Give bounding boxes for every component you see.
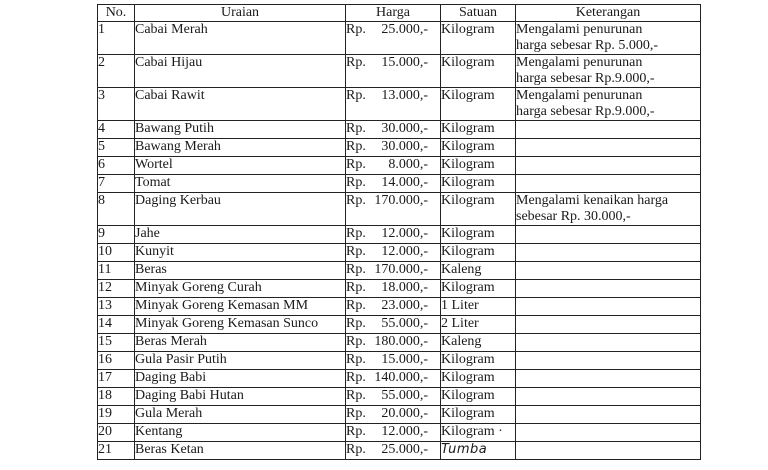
- row-no: 21: [98, 442, 135, 460]
- row-satuan: Kilogram: [441, 352, 516, 370]
- row-uraian: Beras Merah: [135, 334, 346, 352]
- table-row: [98, 244, 701, 262]
- row-no: 11: [98, 262, 135, 280]
- row-uraian: Beras: [135, 262, 346, 280]
- price-amount: 12.000,-: [381, 226, 428, 241]
- row-keterangan: [516, 298, 701, 316]
- keterangan-line: harga sebesar Rp. 5.000,-: [516, 38, 659, 53]
- row-no: 1: [98, 22, 135, 55]
- currency-label: Rp.: [346, 388, 366, 403]
- row-uraian: Cabai Hijau: [135, 55, 346, 88]
- row-satuan: Kilogram: [441, 175, 516, 193]
- currency-label: Rp.: [346, 298, 366, 313]
- row-harga: [346, 334, 441, 352]
- row-satuan: Kilogram: [441, 139, 516, 157]
- row-satuan: Kilogram: [441, 55, 516, 88]
- row-satuan: Tumba: [441, 442, 516, 460]
- row-keterangan: [516, 424, 701, 442]
- table-row: [98, 316, 701, 334]
- row-satuan: Kilogram: [441, 157, 516, 175]
- row-harga: [346, 316, 441, 334]
- price-amount: 8.000,-: [388, 157, 428, 172]
- row-uraian: Minyak Goreng Kemasan Sunco: [135, 316, 346, 334]
- table-row: [98, 88, 701, 121]
- row-harga: [346, 175, 441, 193]
- table-row: [98, 406, 701, 424]
- currency-label: Rp.: [346, 424, 366, 439]
- table-row: [98, 175, 701, 193]
- row-keterangan: [516, 406, 701, 424]
- table-row: [98, 139, 701, 157]
- row-keterangan: [516, 88, 701, 121]
- row-keterangan: [516, 442, 701, 460]
- row-keterangan: [516, 316, 701, 334]
- row-harga: [346, 157, 441, 175]
- row-uraian: Cabai Merah: [135, 22, 346, 55]
- price-amount: 12.000,-: [381, 244, 428, 259]
- row-satuan: Kilogram: [441, 388, 516, 406]
- row-satuan: Kilogram: [441, 193, 516, 226]
- row-harga: [346, 262, 441, 280]
- row-no: 13: [98, 298, 135, 316]
- currency-label: Rp.: [346, 139, 366, 154]
- row-uraian: Tomat: [135, 175, 346, 193]
- row-harga: [346, 406, 441, 424]
- row-harga: [346, 442, 441, 460]
- table-row: [98, 193, 701, 226]
- row-uraian: Daging Kerbau: [135, 193, 346, 226]
- row-uraian: Daging Babi: [135, 370, 346, 388]
- keterangan-line: Mengalami penurunan: [516, 55, 643, 70]
- row-no: 6: [98, 157, 135, 175]
- row-harga: [346, 22, 441, 55]
- row-keterangan: [516, 280, 701, 298]
- row-satuan: Kilogram ·: [441, 424, 516, 442]
- row-uraian: Kentang: [135, 424, 346, 442]
- row-keterangan: [516, 262, 701, 280]
- currency-label: Rp.: [346, 121, 366, 136]
- currency-label: Rp.: [346, 157, 366, 172]
- row-no: 7: [98, 175, 135, 193]
- row-satuan: Kilogram: [441, 226, 516, 244]
- price-amount: 170.000,-: [374, 193, 428, 208]
- price-amount: 170.000,-: [374, 262, 428, 277]
- currency-label: Rp.: [346, 193, 366, 208]
- row-uraian: Bawang Putih: [135, 121, 346, 139]
- row-uraian: Gula Pasir Putih: [135, 352, 346, 370]
- row-no: 3: [98, 88, 135, 121]
- currency-label: Rp.: [346, 88, 366, 103]
- row-keterangan: [516, 370, 701, 388]
- row-no: 19: [98, 406, 135, 424]
- row-harga: [346, 352, 441, 370]
- currency-label: Rp.: [346, 406, 366, 421]
- row-uraian: Wortel: [135, 157, 346, 175]
- keterangan-line: sebesar Rp. 30.000,-: [516, 209, 631, 224]
- row-satuan: Kilogram: [441, 244, 516, 262]
- table-row: [98, 298, 701, 316]
- header-no: No.: [98, 5, 135, 22]
- row-uraian: Minyak Goreng Curah: [135, 280, 346, 298]
- row-harga: [346, 55, 441, 88]
- row-keterangan: [516, 121, 701, 139]
- row-harga: [346, 298, 441, 316]
- price-amount: 15.000,-: [381, 352, 428, 367]
- row-uraian: Beras Ketan: [135, 442, 346, 460]
- table-row: [98, 280, 701, 298]
- table-row: [98, 334, 701, 352]
- row-no: 12: [98, 280, 135, 298]
- row-keterangan: [516, 22, 701, 55]
- price-amount: 23.000,-: [381, 298, 428, 313]
- row-harga: [346, 139, 441, 157]
- row-keterangan: [516, 139, 701, 157]
- table-row: [98, 22, 701, 55]
- row-uraian: Gula Merah: [135, 406, 346, 424]
- row-no: 14: [98, 316, 135, 334]
- row-no: 5: [98, 139, 135, 157]
- price-amount: 30.000,-: [381, 121, 428, 136]
- row-keterangan: [516, 388, 701, 406]
- row-harga: [346, 88, 441, 121]
- price-amount: 25.000,-: [381, 22, 428, 37]
- row-satuan: 1 Liter: [441, 298, 516, 316]
- row-no: 20: [98, 424, 135, 442]
- price-amount: 55.000,-: [381, 316, 428, 331]
- row-satuan: Kilogram: [441, 370, 516, 388]
- row-satuan: Kaleng: [441, 262, 516, 280]
- table-body: [98, 22, 701, 460]
- row-satuan: Kilogram: [441, 121, 516, 139]
- row-no: 10: [98, 244, 135, 262]
- price-amount: 14.000,-: [381, 175, 428, 190]
- price-amount: 55.000,-: [381, 388, 428, 403]
- price-amount: 30.000,-: [381, 139, 428, 154]
- row-keterangan: [516, 226, 701, 244]
- row-keterangan: [516, 175, 701, 193]
- price-amount: 15.000,-: [381, 55, 428, 70]
- row-keterangan: [516, 334, 701, 352]
- table-row: [98, 424, 701, 442]
- table-row: [98, 388, 701, 406]
- row-keterangan: [516, 193, 701, 226]
- currency-label: Rp.: [346, 175, 366, 190]
- row-harga: [346, 244, 441, 262]
- keterangan-line: harga sebesar Rp.9.000,-: [516, 104, 655, 119]
- table-row: [98, 262, 701, 280]
- row-no: 17: [98, 370, 135, 388]
- row-no: 8: [98, 193, 135, 226]
- row-no: 4: [98, 121, 135, 139]
- row-harga: [346, 280, 441, 298]
- row-no: 9: [98, 226, 135, 244]
- currency-label: Rp.: [346, 352, 366, 367]
- row-keterangan: [516, 352, 701, 370]
- currency-label: Rp.: [346, 22, 366, 37]
- row-no: 16: [98, 352, 135, 370]
- row-satuan: Kilogram: [441, 22, 516, 55]
- row-harga: [346, 193, 441, 226]
- price-amount: 25.000,-: [381, 442, 428, 457]
- keterangan-line: Mengalami penurunan: [516, 88, 643, 103]
- row-keterangan: [516, 55, 701, 88]
- row-no: 18: [98, 388, 135, 406]
- row-uraian: Kunyit: [135, 244, 346, 262]
- header-uraian: Uraian: [135, 5, 346, 22]
- table-row: [98, 55, 701, 88]
- currency-label: Rp.: [346, 334, 366, 349]
- price-amount: 140.000,-: [374, 370, 428, 385]
- currency-label: Rp.: [346, 262, 366, 277]
- price-amount: 18.000,-: [381, 280, 428, 295]
- currency-label: Rp.: [346, 316, 366, 331]
- table-row: [98, 157, 701, 175]
- row-no: 2: [98, 55, 135, 88]
- keterangan-line: Mengalami penurunan: [516, 22, 643, 37]
- table-header: [98, 5, 701, 22]
- price-table: [97, 4, 701, 460]
- row-satuan: Kilogram: [441, 88, 516, 121]
- header-keterangan: Keterangan: [516, 5, 701, 22]
- row-uraian: Daging Babi Hutan: [135, 388, 346, 406]
- table-row: [98, 121, 701, 139]
- currency-label: Rp.: [346, 280, 366, 295]
- currency-label: Rp.: [346, 244, 366, 259]
- row-uraian: Cabai Rawit: [135, 88, 346, 121]
- row-satuan: Kaleng: [441, 334, 516, 352]
- price-amount: 13.000,-: [381, 88, 428, 103]
- table-row: [98, 370, 701, 388]
- row-satuan: 2 Liter: [441, 316, 516, 334]
- row-harga: [346, 121, 441, 139]
- row-no: 15: [98, 334, 135, 352]
- row-harga: [346, 226, 441, 244]
- price-amount: 20.000,-: [381, 406, 428, 421]
- row-harga: [346, 388, 441, 406]
- header-satuan: Satuan: [441, 5, 516, 22]
- keterangan-line: harga sebesar Rp.9.000,-: [516, 71, 655, 86]
- header-harga: Harga: [346, 5, 441, 22]
- row-keterangan: [516, 157, 701, 175]
- row-keterangan: [516, 244, 701, 262]
- table-row: [98, 352, 701, 370]
- currency-label: Rp.: [346, 226, 366, 241]
- table-row: [98, 442, 701, 460]
- table-row: [98, 226, 701, 244]
- row-uraian: Bawang Merah: [135, 139, 346, 157]
- currency-label: Rp.: [346, 370, 366, 385]
- price-amount: 180.000,-: [374, 334, 428, 349]
- row-harga: [346, 424, 441, 442]
- currency-label: Rp.: [346, 55, 366, 70]
- currency-label: Rp.: [346, 442, 366, 457]
- row-uraian: Minyak Goreng Kemasan MM: [135, 298, 346, 316]
- keterangan-line: Mengalami kenaikan harga: [516, 193, 669, 208]
- price-amount: 12.000,-: [381, 424, 428, 439]
- row-harga: [346, 370, 441, 388]
- row-uraian: Jahe: [135, 226, 346, 244]
- row-satuan: Kilogram: [441, 406, 516, 424]
- row-satuan: Kilogram: [441, 280, 516, 298]
